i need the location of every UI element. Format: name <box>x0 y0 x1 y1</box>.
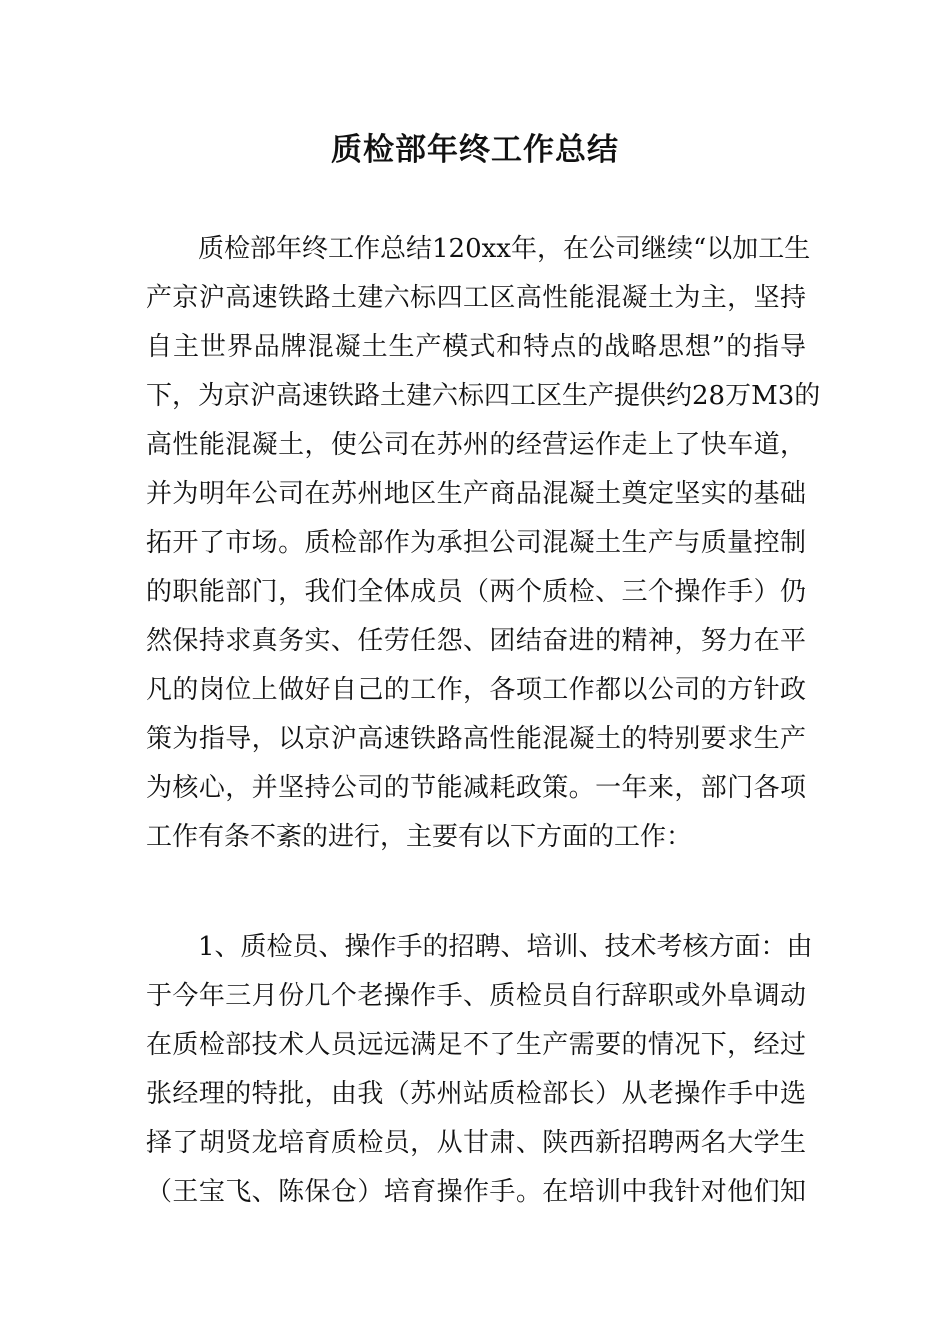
text-line: 产京沪高速铁路土建六标四工区高性能混凝土为主，坚持 <box>146 283 806 313</box>
paragraph-section-1 <box>146 923 813 1217</box>
text-line: 凡的岗位上做好自己的工作，各项工作都以公司的方针政 <box>146 675 806 705</box>
paragraph-intro <box>146 225 821 862</box>
text-line: 的职能部门，我们全体成员（两个质检、三个操作手）仍 <box>146 577 806 607</box>
text-line: 择了胡贤龙培育质检员，从甘肃、陕西新招聘两名大学生 <box>146 1128 806 1158</box>
text-line: 于今年三月份几个老操作手、质检员自行辞职或外阜调动 <box>146 981 806 1011</box>
text-line: 并为明年公司在苏州地区生产商品混凝土奠定坚实的基础 <box>146 479 806 509</box>
text-line: 质检部年终工作总结120xx年，在公司继续“以加工生 <box>198 234 811 264</box>
text-line: 在质检部技术人员远远满足不了生产需要的情况下，经过 <box>146 1030 806 1060</box>
text-line: 下，为京沪高速铁路土建六标四工区生产提供约28万M3的 <box>146 381 821 411</box>
document-title: 质检部年终工作总结 <box>331 132 619 168</box>
text-line: 然保持求真务实、任劳任怨、团结奋进的精神，努力在平 <box>146 626 806 656</box>
text-line: 工作有条不紊的进行，主要有以下方面的工作： <box>146 822 693 852</box>
text-line: 张经理的特批，由我（苏州站质检部长）从老操作手中选 <box>146 1079 806 1109</box>
text-line: 自主世界品牌混凝土生产模式和特点的战略思想”的指导 <box>146 332 806 362</box>
text-line: （王宝飞、陈保仓）培育操作手。在培训中我针对他们知 <box>146 1177 806 1207</box>
text-line: 为核心，并坚持公司的节能减耗政策。一年来，部门各项 <box>146 773 806 803</box>
text-line: 高性能混凝土，使公司在苏州的经营运作走上了快车道， <box>146 430 806 460</box>
text-line: 1、质检员、操作手的招聘、培训、技术考核方面：由 <box>198 932 813 962</box>
text-line: 拓开了市场。质检部作为承担公司混凝土生产与质量控制 <box>146 528 806 558</box>
text-line: 策为指导，以京沪高速铁路高性能混凝土的特别要求生产 <box>146 724 806 754</box>
